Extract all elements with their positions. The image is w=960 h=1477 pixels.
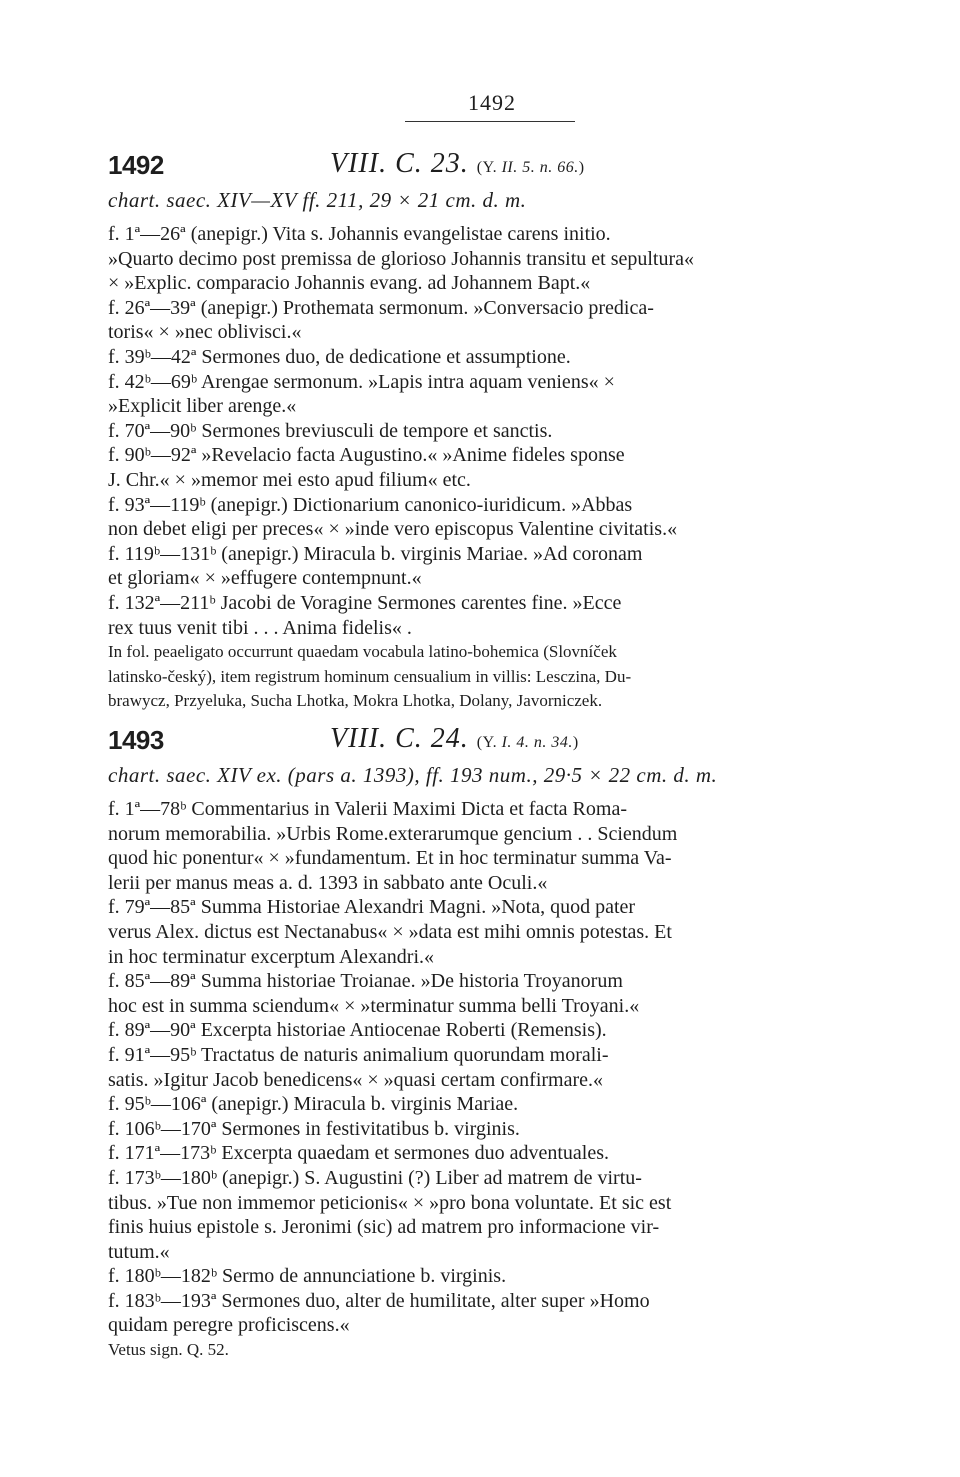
entry-contents	[108, 222, 876, 714]
entry-description: chart. saec. XIV ex. (pars a. 1393), ff. 193 num., 29·5 × 22 cm. d. m.	[108, 763, 718, 787]
old-signature: (Y. II. 5. n. 66.)	[476, 159, 585, 176]
content-item: f. 106ᵇ—170ª Sermones in festivitatibus b. virginis.	[108, 1117, 520, 1140]
entry-note: In fol. peaeligato occurrunt quaedam vocabula latino-bohemica (Slovníček latinsko-český), item registrum hominum censualium in villis: Lesczina, Du- brawycz, Przyeluka, Sucha Lhotka, Mokra Lhotka, Dolany, Javorniczek.	[108, 642, 632, 711]
entry-heading	[108, 725, 876, 765]
entry-number: 1492	[108, 150, 164, 180]
content-item: f. 85ª—89ª Summa historiae Troianae. »De historia Troyanorum hoc est in summa sciendum« × »terminatur summa belli Troyani.«	[108, 970, 640, 1017]
running-head-rule	[405, 121, 575, 122]
entry-note: Vetus sign. Q. 52.	[108, 1340, 229, 1360]
content-item: f. 171ª—173ᵇ Excerpta quaedam et sermones duo adventuales.	[108, 1142, 609, 1165]
content-item: f. 70ª—90ᵇ Sermones breviusculi de tempore et sanctis.	[108, 419, 553, 442]
content-item: f. 1ª—26ª (anepigr.) Vita s. Johannis evangelistae carens initio. »Quarto decimo post premissa de glorioso Johannis transitu et sepultura« × »Explic. comparacio Johannis evang. ad Johannem Bapt.«	[108, 223, 695, 295]
shelfmark: VIII. C. 23. (Y. II. 5. n. 66.)	[330, 148, 585, 179]
content-item: f. 91ª—95ᵇ Tractatus de naturis animalium quorundam morali- satis. »Igitur Jacob benedicens« × »quasi certam confirmare.«	[108, 1043, 609, 1091]
content-item: f. 180ᵇ—182ᵇ Sermo de annunciatione b. virginis.	[108, 1265, 507, 1288]
entry-number: 1493	[108, 725, 164, 755]
content-item: f. 89ª—90ª Excerpta historiae Antiocenae Roberti (Remensis).	[108, 1019, 607, 1042]
entry-heading	[108, 150, 876, 190]
content-item: f. 183ᵇ—193ª Sermones duo, alter de humilitate, alter super »Homo quidam peregre proficiscens.«	[108, 1289, 650, 1337]
content-item: f. 93ª—119ᵇ (anepigr.) Dictionarium canonico-iuridicum. »Abbas non debet eligi per preces« × »inde vero episcopus Valentine civitatis.«	[108, 493, 678, 541]
content-item: f. 90ᵇ—92ª »Revelacio facta Augustino.« »Anime fideles sponse J. Chr.« × »memor mei esto apud filium« etc.	[108, 444, 625, 491]
content-item: f. 79ª—85ª Summa Historiae Alexandri Magni. »Nota, quod pater verus Alex. dictus est Nectanabus« × »data est mihi omnis potestas. Et in hoc terminatur excerptum Alexandri.«	[108, 896, 672, 968]
old-signature: (Y. I. 4. n. 34.)	[476, 734, 579, 751]
running-head: 1492	[468, 90, 516, 115]
content-item: f. 132ª—211ᵇ Jacobi de Voragine Sermones carentes fine. »Ecce rex tuus venit tibi . . . Anima fidelis« .	[108, 591, 622, 639]
content-item: f. 42ᵇ—69ᵇ Arengae sermonum. »Lapis intra aquam veniens« × »Explicit liber arenge.«	[108, 370, 615, 418]
content-item: f. 26ª—39ª (anepigr.) Prothemata sermonum. »Conversacio predica- toris« × »nec oblivisci.«	[108, 296, 654, 344]
entry-contents	[108, 797, 876, 1363]
entry-description: chart. saec. XIV—XV ff. 211, 29 × 21 cm. d. m.	[108, 188, 527, 212]
content-item: f. 119ᵇ—131ᵇ (anepigr.) Miracula b. virginis Mariae. »Ad coronam et gloriam« × »effugere contempnunt.«	[108, 542, 643, 590]
shelfmark: VIII. C. 24. (Y. I. 4. n. 34.)	[330, 723, 579, 754]
content-item: f. 173ᵇ—180ᵇ (anepigr.) S. Augustini (?) Liber ad matrem de virtu- tibus. »Tue non immemor peticionis« × »pro bona voluntate. Et sic est finis huius epistole s. Jeronimi (sic) ad matrem pro informacione vir- tutum.«	[108, 1166, 672, 1263]
content-item: f. 95ᵇ—106ª (anepigr.) Miracula b. virginis Mariae.	[108, 1093, 519, 1116]
content-item: f. 1ª—78ᵇ Commentarius in Valerii Maximi Dicta et facta Roma- norum memorabilia. »Urbis Rome.exterarumque gencium . . Sciendum quod hic ponentur« × »fundamentum. Et in hoc terminatur summa Va- lerii per manus meas a. d. 1393 in sabbato ante Oculi.«	[108, 798, 678, 894]
content-item: f. 39ᵇ—42ª Sermones duo, de dedicatione et assumptione.	[108, 345, 571, 368]
